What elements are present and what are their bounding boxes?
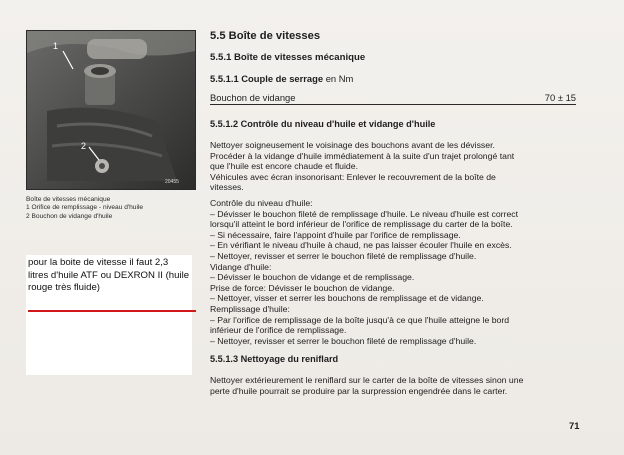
text-line: – Par l'orifice de remplissage de la boîte jusqu'à ce que l'huile atteigne le bord xyxy=(210,314,510,325)
text-line: – Nettoyer, revisser et serrer le bouchon fileté de remplissage d'huile. xyxy=(210,250,477,261)
text-line: vitesses. xyxy=(210,182,244,193)
text-line: Véhicules avec écran insonorisant: Enlever le recouvrement de la boîte de xyxy=(210,171,496,182)
text-line: Prise de force: Dévisser le bouchon de vidange. xyxy=(210,282,395,293)
breather-heading: 5.5.1.3 Nettoyage du reniflard xyxy=(210,354,339,365)
figure-caption xyxy=(26,196,198,221)
text-line: – Dévisser le bouchon de vidange et de remplissage. xyxy=(210,272,415,283)
oil-level-heading: 5.5.1.2 Contrôle du niveau d'huile et vidange d'huile xyxy=(210,119,436,129)
text-line: inférieur de l'orifice de remplissage. xyxy=(210,325,347,336)
torque-row xyxy=(210,92,576,105)
torque-heading-label: 5.5.1.1 Couple de serrage xyxy=(210,73,324,84)
photo-label-2: 2 xyxy=(81,141,87,151)
caption-line: 2 Bouchon de vidange d'huile xyxy=(26,212,113,220)
text-line: que l'huile est encore chaude et fluide. xyxy=(210,161,359,172)
gearbox-photo xyxy=(26,30,196,190)
text-line: Vidange d'huile: xyxy=(210,261,272,272)
photo-code: 20455 xyxy=(165,179,179,185)
text-column xyxy=(210,30,576,401)
text-line: Nettoyer soigneusement le voisinage des bouchons avant de les dévisser. xyxy=(210,140,495,150)
text-line: Remplissage d'huile: xyxy=(210,303,290,314)
figure-column xyxy=(26,30,198,375)
note-text: pour la boite de vitesse il faut 2,3 litres d'huile ATF ou DEXRON II (huile rouge très fluide) xyxy=(28,257,190,294)
caption-line: Boîte de vitesses mécanique xyxy=(26,196,111,203)
text-line: Procéder à la vidange d'huile immédiatement à la suite d'un trajet prolongé tant xyxy=(210,150,515,161)
torque-heading-unit: en Nm xyxy=(325,73,354,84)
section-title: 5.5 Boîte de vitesses xyxy=(210,30,321,42)
photo-label-1: 1 xyxy=(53,41,59,51)
text-line: – Nettoyer, visser et serrer les bouchons de remplissage et de vidange. xyxy=(210,293,484,304)
subsection-title: 5.5.1 Boîte de vitesses mécanique xyxy=(210,52,366,63)
torque-item: Bouchon de vidange xyxy=(210,92,296,103)
caption-line: 1 Orifice de remplissage - niveau d'huile xyxy=(26,204,144,212)
text-line: lorsqu'il atteint le bord inférieur de l'orifice de remplissage du carter de la boîte. xyxy=(210,219,513,230)
page-number: 71 xyxy=(569,420,580,431)
torque-heading xyxy=(210,73,576,84)
red-underline xyxy=(28,310,196,312)
text-line: – Si nécessaire, faire l'appoint d'huile par l'orifice de remplissage. xyxy=(210,229,461,240)
procedure-list xyxy=(210,198,576,346)
text-line: – Dévisser le bouchon fileté de remplissage d'huile. Le niveau d'huile est correct xyxy=(210,208,519,219)
intro-paragraph xyxy=(210,140,576,193)
text-line: perte d'huile pourrait se produire par la surpression engendrée dans le carter. xyxy=(210,385,508,396)
text-line: Nettoyer extérieurement le reniflard sur le carter de la boîte de vitesses sinon une xyxy=(210,375,524,386)
torque-value: 70 ± 15 xyxy=(544,92,576,103)
breather-paragraph xyxy=(210,375,576,396)
text-line: – En vérifiant le niveau d'huile à chaud, ne pas laisser écouler l'huile en excès. xyxy=(210,240,512,251)
text-line: Contrôle du niveau d'huile: xyxy=(210,197,313,208)
text-line: – Nettoyer, revisser et serrer le bouchon fileté de remplissage d'huile. xyxy=(210,335,477,346)
handwritten-note xyxy=(26,255,192,375)
